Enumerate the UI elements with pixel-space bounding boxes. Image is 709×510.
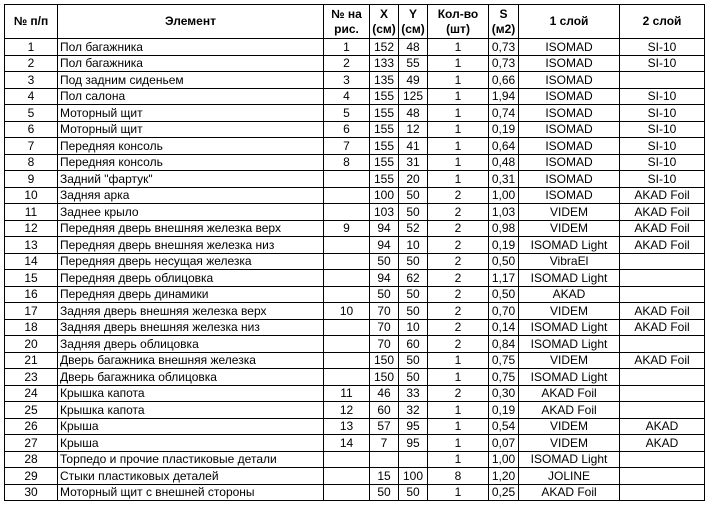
materials-table bbox=[4, 4, 705, 501]
cell-x: 155 bbox=[370, 138, 399, 155]
cell-layer-2: SI-10 bbox=[620, 88, 705, 105]
cell-quantity: 1 bbox=[428, 402, 489, 419]
cell-x: 46 bbox=[370, 385, 399, 402]
cell-area: 1,94 bbox=[489, 88, 519, 105]
cell-x: 150 bbox=[370, 352, 399, 369]
cell-layer-1: ISOMAD bbox=[519, 121, 620, 138]
cell-num: 1 bbox=[5, 39, 58, 56]
cell-figure-number bbox=[324, 336, 370, 353]
cell-area: 0,64 bbox=[489, 138, 519, 155]
table-row bbox=[5, 105, 705, 122]
cell-figure-number: 4 bbox=[324, 88, 370, 105]
cell-layer-1: ISOMAD Light bbox=[519, 451, 620, 468]
cell-y: 48 bbox=[399, 39, 428, 56]
cell-element: Передняя консоль bbox=[58, 138, 324, 155]
cell-layer-2: AKAD Foil bbox=[620, 319, 705, 336]
cell-element: Пол багажника bbox=[58, 39, 324, 56]
cell-area: 0,50 bbox=[489, 286, 519, 303]
cell-num: 2 bbox=[5, 55, 58, 72]
cell-area: 0,48 bbox=[489, 154, 519, 171]
cell-layer-2: SI-10 bbox=[620, 138, 705, 155]
cell-layer-1: ISOMAD bbox=[519, 88, 620, 105]
table-row bbox=[5, 352, 705, 369]
cell-quantity: 1 bbox=[428, 451, 489, 468]
header-quantity: Кол-во (шт) bbox=[428, 5, 489, 39]
cell-num: 7 bbox=[5, 138, 58, 155]
cell-num: 8 bbox=[5, 154, 58, 171]
cell-figure-number: 8 bbox=[324, 154, 370, 171]
cell-figure-number: 9 bbox=[324, 220, 370, 237]
cell-element: Передняя дверь внешняя железка верх bbox=[58, 220, 324, 237]
cell-figure-number: 1 bbox=[324, 39, 370, 56]
cell-y: 125 bbox=[399, 88, 428, 105]
cell-element: Крышка капота bbox=[58, 385, 324, 402]
cell-area: 0,70 bbox=[489, 303, 519, 320]
cell-y: 95 bbox=[399, 418, 428, 435]
cell-x: 155 bbox=[370, 171, 399, 188]
cell-num: 13 bbox=[5, 237, 58, 254]
cell-y: 60 bbox=[399, 336, 428, 353]
cell-area: 1,03 bbox=[489, 204, 519, 221]
cell-layer-1: ISOMAD Light bbox=[519, 270, 620, 287]
cell-x: 60 bbox=[370, 402, 399, 419]
table-row bbox=[5, 369, 705, 386]
cell-y: 50 bbox=[399, 303, 428, 320]
cell-x: 94 bbox=[370, 270, 399, 287]
table-row bbox=[5, 418, 705, 435]
cell-layer-2 bbox=[620, 468, 705, 485]
cell-figure-number bbox=[324, 204, 370, 221]
cell-quantity: 1 bbox=[428, 484, 489, 501]
cell-layer-1: AKAD Foil bbox=[519, 484, 620, 501]
cell-element: Задний "фартук" bbox=[58, 171, 324, 188]
table-row bbox=[5, 121, 705, 138]
header-area: S (м2) bbox=[489, 5, 519, 39]
cell-num: 30 bbox=[5, 484, 58, 501]
table-row bbox=[5, 237, 705, 254]
cell-layer-1: VIDEM bbox=[519, 352, 620, 369]
cell-x: 50 bbox=[370, 286, 399, 303]
cell-layer-2: SI-10 bbox=[620, 105, 705, 122]
cell-x: 155 bbox=[370, 154, 399, 171]
cell-element: Крыша bbox=[58, 418, 324, 435]
cell-x: 50 bbox=[370, 253, 399, 270]
cell-x: 50 bbox=[370, 484, 399, 501]
cell-area: 0,19 bbox=[489, 237, 519, 254]
cell-layer-1: ISOMAD Light bbox=[519, 237, 620, 254]
cell-layer-2: SI-10 bbox=[620, 154, 705, 171]
cell-num: 14 bbox=[5, 253, 58, 270]
cell-layer-1: ISOMAD bbox=[519, 187, 620, 204]
cell-area: 0,74 bbox=[489, 105, 519, 122]
cell-quantity: 1 bbox=[428, 138, 489, 155]
cell-y: 62 bbox=[399, 270, 428, 287]
cell-y: 100 bbox=[399, 468, 428, 485]
cell-area: 0,19 bbox=[489, 402, 519, 419]
cell-element: Пол багажника bbox=[58, 55, 324, 72]
cell-area: 0,73 bbox=[489, 55, 519, 72]
table-row bbox=[5, 484, 705, 501]
cell-x: 100 bbox=[370, 187, 399, 204]
cell-y: 20 bbox=[399, 171, 428, 188]
cell-area: 0,75 bbox=[489, 369, 519, 386]
cell-area: 0,84 bbox=[489, 336, 519, 353]
cell-y: 48 bbox=[399, 105, 428, 122]
cell-x bbox=[370, 451, 399, 468]
cell-num: 6 bbox=[5, 121, 58, 138]
table-row bbox=[5, 402, 705, 419]
cell-num: 27 bbox=[5, 435, 58, 452]
cell-figure-number bbox=[324, 484, 370, 501]
cell-y: 55 bbox=[399, 55, 428, 72]
cell-element: Моторный щит bbox=[58, 105, 324, 122]
header-element: Элемент bbox=[58, 5, 324, 39]
table-row bbox=[5, 39, 705, 56]
cell-figure-number: 3 bbox=[324, 72, 370, 89]
cell-element: Передняя дверь внешняя железка низ bbox=[58, 237, 324, 254]
cell-layer-2 bbox=[620, 369, 705, 386]
cell-quantity: 2 bbox=[428, 303, 489, 320]
cell-quantity: 2 bbox=[428, 319, 489, 336]
cell-element: Дверь багажника облицовка bbox=[58, 369, 324, 386]
cell-element: Заднее крыло bbox=[58, 204, 324, 221]
cell-num: 11 bbox=[5, 204, 58, 221]
cell-quantity: 1 bbox=[428, 154, 489, 171]
cell-element: Стыки пластиковых деталей bbox=[58, 468, 324, 485]
table-row bbox=[5, 187, 705, 204]
cell-element: Передняя консоль bbox=[58, 154, 324, 171]
cell-y: 12 bbox=[399, 121, 428, 138]
cell-y: 52 bbox=[399, 220, 428, 237]
cell-figure-number bbox=[324, 451, 370, 468]
cell-num: 15 bbox=[5, 270, 58, 287]
cell-quantity: 2 bbox=[428, 253, 489, 270]
cell-element: Передняя дверь динамики bbox=[58, 286, 324, 303]
cell-figure-number: 7 bbox=[324, 138, 370, 155]
cell-layer-1: ISOMAD bbox=[519, 39, 620, 56]
cell-y: 10 bbox=[399, 237, 428, 254]
cell-layer-2 bbox=[620, 286, 705, 303]
cell-x: 70 bbox=[370, 303, 399, 320]
cell-y: 50 bbox=[399, 286, 428, 303]
cell-layer-1: VIDEM bbox=[519, 418, 620, 435]
cell-quantity: 1 bbox=[428, 352, 489, 369]
cell-num: 16 bbox=[5, 286, 58, 303]
cell-x: 70 bbox=[370, 319, 399, 336]
cell-element: Пол салона bbox=[58, 88, 324, 105]
cell-num: 18 bbox=[5, 319, 58, 336]
cell-num: 21 bbox=[5, 352, 58, 369]
cell-y: 33 bbox=[399, 385, 428, 402]
cell-quantity: 1 bbox=[428, 435, 489, 452]
cell-figure-number bbox=[324, 270, 370, 287]
cell-num: 20 bbox=[5, 336, 58, 353]
cell-layer-1: ISOMAD bbox=[519, 55, 620, 72]
cell-layer-1: ISOMAD bbox=[519, 154, 620, 171]
cell-num: 24 bbox=[5, 385, 58, 402]
cell-area: 0,14 bbox=[489, 319, 519, 336]
cell-area: 0,31 bbox=[489, 171, 519, 188]
cell-layer-1: VibraEl bbox=[519, 253, 620, 270]
cell-quantity: 1 bbox=[428, 171, 489, 188]
cell-y: 32 bbox=[399, 402, 428, 419]
cell-layer-1: VIDEM bbox=[519, 220, 620, 237]
cell-layer-2: AKAD bbox=[620, 418, 705, 435]
cell-layer-2: AKAD Foil bbox=[620, 237, 705, 254]
table-row bbox=[5, 451, 705, 468]
cell-figure-number: 14 bbox=[324, 435, 370, 452]
cell-area: 0,75 bbox=[489, 352, 519, 369]
cell-element: Крышка капота bbox=[58, 402, 324, 419]
cell-area: 0,98 bbox=[489, 220, 519, 237]
cell-area: 1,00 bbox=[489, 451, 519, 468]
cell-x: 7 bbox=[370, 435, 399, 452]
cell-layer-1: AKAD Foil bbox=[519, 402, 620, 419]
cell-figure-number: 11 bbox=[324, 385, 370, 402]
cell-figure-number bbox=[324, 468, 370, 485]
cell-quantity: 1 bbox=[428, 39, 489, 56]
cell-layer-1: ISOMAD Light bbox=[519, 336, 620, 353]
cell-quantity: 1 bbox=[428, 105, 489, 122]
cell-element: Моторный щит с внешней стороны bbox=[58, 484, 324, 501]
cell-area: 1,20 bbox=[489, 468, 519, 485]
cell-y: 10 bbox=[399, 319, 428, 336]
cell-x: 133 bbox=[370, 55, 399, 72]
cell-quantity: 1 bbox=[428, 369, 489, 386]
cell-layer-2 bbox=[620, 385, 705, 402]
cell-quantity: 1 bbox=[428, 121, 489, 138]
cell-area: 0,25 bbox=[489, 484, 519, 501]
cell-figure-number bbox=[324, 171, 370, 188]
cell-y: 50 bbox=[399, 484, 428, 501]
table-body bbox=[5, 39, 705, 501]
cell-num: 29 bbox=[5, 468, 58, 485]
header-figure-number: № на рис. bbox=[324, 5, 370, 39]
cell-num: 26 bbox=[5, 418, 58, 435]
cell-figure-number: 10 bbox=[324, 303, 370, 320]
table-row bbox=[5, 138, 705, 155]
cell-x: 94 bbox=[370, 220, 399, 237]
cell-quantity: 2 bbox=[428, 204, 489, 221]
cell-layer-1: ISOMAD bbox=[519, 171, 620, 188]
header-layer-2: 2 слой bbox=[620, 5, 705, 39]
cell-layer-1: ISOMAD bbox=[519, 72, 620, 89]
table-row bbox=[5, 468, 705, 485]
cell-area: 0,66 bbox=[489, 72, 519, 89]
cell-x: 155 bbox=[370, 88, 399, 105]
cell-y: 50 bbox=[399, 352, 428, 369]
cell-quantity: 2 bbox=[428, 237, 489, 254]
table-row bbox=[5, 253, 705, 270]
cell-quantity: 1 bbox=[428, 418, 489, 435]
cell-element: Дверь багажника внешняя железка bbox=[58, 352, 324, 369]
cell-layer-2: SI-10 bbox=[620, 121, 705, 138]
cell-element: Передняя дверь несущая железка bbox=[58, 253, 324, 270]
cell-layer-1: ISOMAD bbox=[519, 138, 620, 155]
table-row bbox=[5, 319, 705, 336]
cell-layer-2: AKAD Foil bbox=[620, 187, 705, 204]
cell-y: 95 bbox=[399, 435, 428, 452]
cell-element: Передняя дверь облицовка bbox=[58, 270, 324, 287]
cell-x: 57 bbox=[370, 418, 399, 435]
cell-layer-2 bbox=[620, 484, 705, 501]
cell-y: 31 bbox=[399, 154, 428, 171]
cell-layer-1: AKAD bbox=[519, 286, 620, 303]
cell-layer-1: VIDEM bbox=[519, 435, 620, 452]
cell-layer-2: SI-10 bbox=[620, 55, 705, 72]
cell-layer-2: AKAD Foil bbox=[620, 220, 705, 237]
cell-num: 3 bbox=[5, 72, 58, 89]
cell-area: 0,54 bbox=[489, 418, 519, 435]
cell-num: 17 bbox=[5, 303, 58, 320]
cell-num: 10 bbox=[5, 187, 58, 204]
cell-layer-2: SI-10 bbox=[620, 171, 705, 188]
cell-area: 1,00 bbox=[489, 187, 519, 204]
cell-figure-number bbox=[324, 187, 370, 204]
cell-figure-number: 12 bbox=[324, 402, 370, 419]
cell-quantity: 1 bbox=[428, 55, 489, 72]
cell-quantity: 1 bbox=[428, 88, 489, 105]
cell-num: 23 bbox=[5, 369, 58, 386]
cell-quantity: 2 bbox=[428, 270, 489, 287]
table-row bbox=[5, 220, 705, 237]
header-layer-1: 1 слой bbox=[519, 5, 620, 39]
cell-figure-number: 13 bbox=[324, 418, 370, 435]
table-row bbox=[5, 171, 705, 188]
cell-layer-1: VIDEM bbox=[519, 204, 620, 221]
cell-quantity: 2 bbox=[428, 385, 489, 402]
cell-num: 28 bbox=[5, 451, 58, 468]
cell-num: 12 bbox=[5, 220, 58, 237]
cell-layer-2 bbox=[620, 270, 705, 287]
cell-layer-1: VIDEM bbox=[519, 303, 620, 320]
table-row bbox=[5, 154, 705, 171]
cell-num: 5 bbox=[5, 105, 58, 122]
table-row bbox=[5, 55, 705, 72]
cell-layer-1: JOLINE bbox=[519, 468, 620, 485]
cell-quantity: 2 bbox=[428, 187, 489, 204]
table-row bbox=[5, 72, 705, 89]
cell-element: Торпедо и прочие пластиковые детали bbox=[58, 451, 324, 468]
cell-y: 50 bbox=[399, 253, 428, 270]
cell-area: 0,73 bbox=[489, 39, 519, 56]
cell-quantity: 2 bbox=[428, 336, 489, 353]
cell-element: Под задним сиденьем bbox=[58, 72, 324, 89]
cell-area: 0,30 bbox=[489, 385, 519, 402]
cell-area: 0,19 bbox=[489, 121, 519, 138]
header-row bbox=[5, 5, 705, 39]
cell-element: Задняя дверь облицовка bbox=[58, 336, 324, 353]
cell-area: 0,50 bbox=[489, 253, 519, 270]
cell-x: 150 bbox=[370, 369, 399, 386]
cell-figure-number: 2 bbox=[324, 55, 370, 72]
cell-layer-1: ISOMAD Light bbox=[519, 319, 620, 336]
cell-x: 94 bbox=[370, 237, 399, 254]
table-row bbox=[5, 385, 705, 402]
cell-layer-2: AKAD bbox=[620, 435, 705, 452]
table-row bbox=[5, 303, 705, 320]
table-row bbox=[5, 88, 705, 105]
cell-element: Моторный щит bbox=[58, 121, 324, 138]
cell-x: 15 bbox=[370, 468, 399, 485]
cell-element: Крыша bbox=[58, 435, 324, 452]
cell-x: 155 bbox=[370, 105, 399, 122]
header-num: № п/п bbox=[5, 5, 58, 39]
cell-element: Задняя арка bbox=[58, 187, 324, 204]
cell-x: 155 bbox=[370, 121, 399, 138]
table-row bbox=[5, 336, 705, 353]
cell-num: 25 bbox=[5, 402, 58, 419]
cell-layer-2: AKAD Foil bbox=[620, 352, 705, 369]
cell-element: Задняя дверь внешняя железка верх bbox=[58, 303, 324, 320]
cell-figure-number bbox=[324, 369, 370, 386]
cell-figure-number: 5 bbox=[324, 105, 370, 122]
cell-layer-2: AKAD Foil bbox=[620, 204, 705, 221]
header-x: X (см) bbox=[370, 5, 399, 39]
cell-quantity: 1 bbox=[428, 72, 489, 89]
cell-y: 50 bbox=[399, 369, 428, 386]
cell-y bbox=[399, 451, 428, 468]
table-row bbox=[5, 286, 705, 303]
cell-area: 1,17 bbox=[489, 270, 519, 287]
cell-num: 4 bbox=[5, 88, 58, 105]
cell-x: 103 bbox=[370, 204, 399, 221]
cell-num: 9 bbox=[5, 171, 58, 188]
cell-layer-2: AKAD Foil bbox=[620, 303, 705, 320]
cell-layer-2 bbox=[620, 336, 705, 353]
cell-quantity: 2 bbox=[428, 220, 489, 237]
cell-figure-number bbox=[324, 352, 370, 369]
cell-layer-2 bbox=[620, 402, 705, 419]
table-row bbox=[5, 270, 705, 287]
cell-layer-1: ISOMAD Light bbox=[519, 369, 620, 386]
cell-layer-2 bbox=[620, 253, 705, 270]
cell-layer-2 bbox=[620, 451, 705, 468]
cell-figure-number bbox=[324, 319, 370, 336]
cell-figure-number: 6 bbox=[324, 121, 370, 138]
cell-layer-1: ISOMAD bbox=[519, 105, 620, 122]
header-y: Y (см) bbox=[399, 5, 428, 39]
cell-area: 0,07 bbox=[489, 435, 519, 452]
cell-quantity: 8 bbox=[428, 468, 489, 485]
table-row bbox=[5, 435, 705, 452]
cell-layer-2 bbox=[620, 72, 705, 89]
cell-y: 50 bbox=[399, 204, 428, 221]
table-row bbox=[5, 204, 705, 221]
cell-y: 41 bbox=[399, 138, 428, 155]
cell-figure-number bbox=[324, 286, 370, 303]
cell-element: Задняя дверь внешняя железка низ bbox=[58, 319, 324, 336]
cell-x: 70 bbox=[370, 336, 399, 353]
cell-y: 49 bbox=[399, 72, 428, 89]
cell-y: 50 bbox=[399, 187, 428, 204]
cell-quantity: 2 bbox=[428, 286, 489, 303]
cell-figure-number bbox=[324, 253, 370, 270]
cell-x: 152 bbox=[370, 39, 399, 56]
cell-x: 135 bbox=[370, 72, 399, 89]
cell-figure-number bbox=[324, 237, 370, 254]
cell-layer-2: SI-10 bbox=[620, 39, 705, 56]
cell-layer-1: AKAD Foil bbox=[519, 385, 620, 402]
